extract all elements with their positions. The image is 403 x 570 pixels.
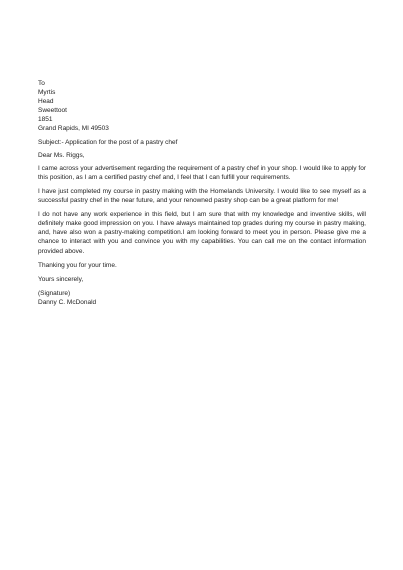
- recipient-company: Sweettoot: [38, 107, 67, 115]
- recipient-title: Head: [38, 98, 54, 106]
- body-paragraph-3: I do not have any work experience in this field, but I am sure that with my knowledge and inventive skills, will definitely make good impression on you. I have always maintained top grades during my course in pastry making, and, have also won a pastry-making competition.I am looking forward to meet you in person. Please give me a chance to interact with you and convince you with my capabilities. You can call me on the contact information provided above.: [38, 211, 366, 255]
- body-paragraph-1: I came across your advertisement regarding the requirement of a pastry chef in your shop. I would like to apply for this position, as I am a certified pastry chef and, I feel that I can fulfill your requirements.: [38, 164, 366, 181]
- body-paragraph-4: Thanking you for your time.: [38, 261, 117, 269]
- cover-letter: [38, 79, 366, 307]
- recipient-street: 1851: [38, 116, 53, 124]
- body-paragraph-2: I have just completed my course in pastry making with the Homelands University. I would like to see myself as a successful pastry chef in the near future, and your renowned pastry shop can be a great platform for me!: [38, 187, 366, 205]
- recipient-name: Myrtis: [38, 89, 56, 97]
- recipient-to: To: [38, 80, 45, 87]
- sender-name: Danny C. McDonald: [38, 298, 97, 306]
- recipient-city: Grand Rapids, MI 49503: [38, 125, 109, 133]
- subject-line: Subject:- Application for the post of a pastry chef: [38, 138, 178, 146]
- closing: Yours sincerely,: [38, 275, 84, 283]
- salutation: Dear Ms. Riggs,: [38, 151, 85, 159]
- recipient-block: [38, 79, 366, 134]
- signature: (Signature): [38, 289, 71, 297]
